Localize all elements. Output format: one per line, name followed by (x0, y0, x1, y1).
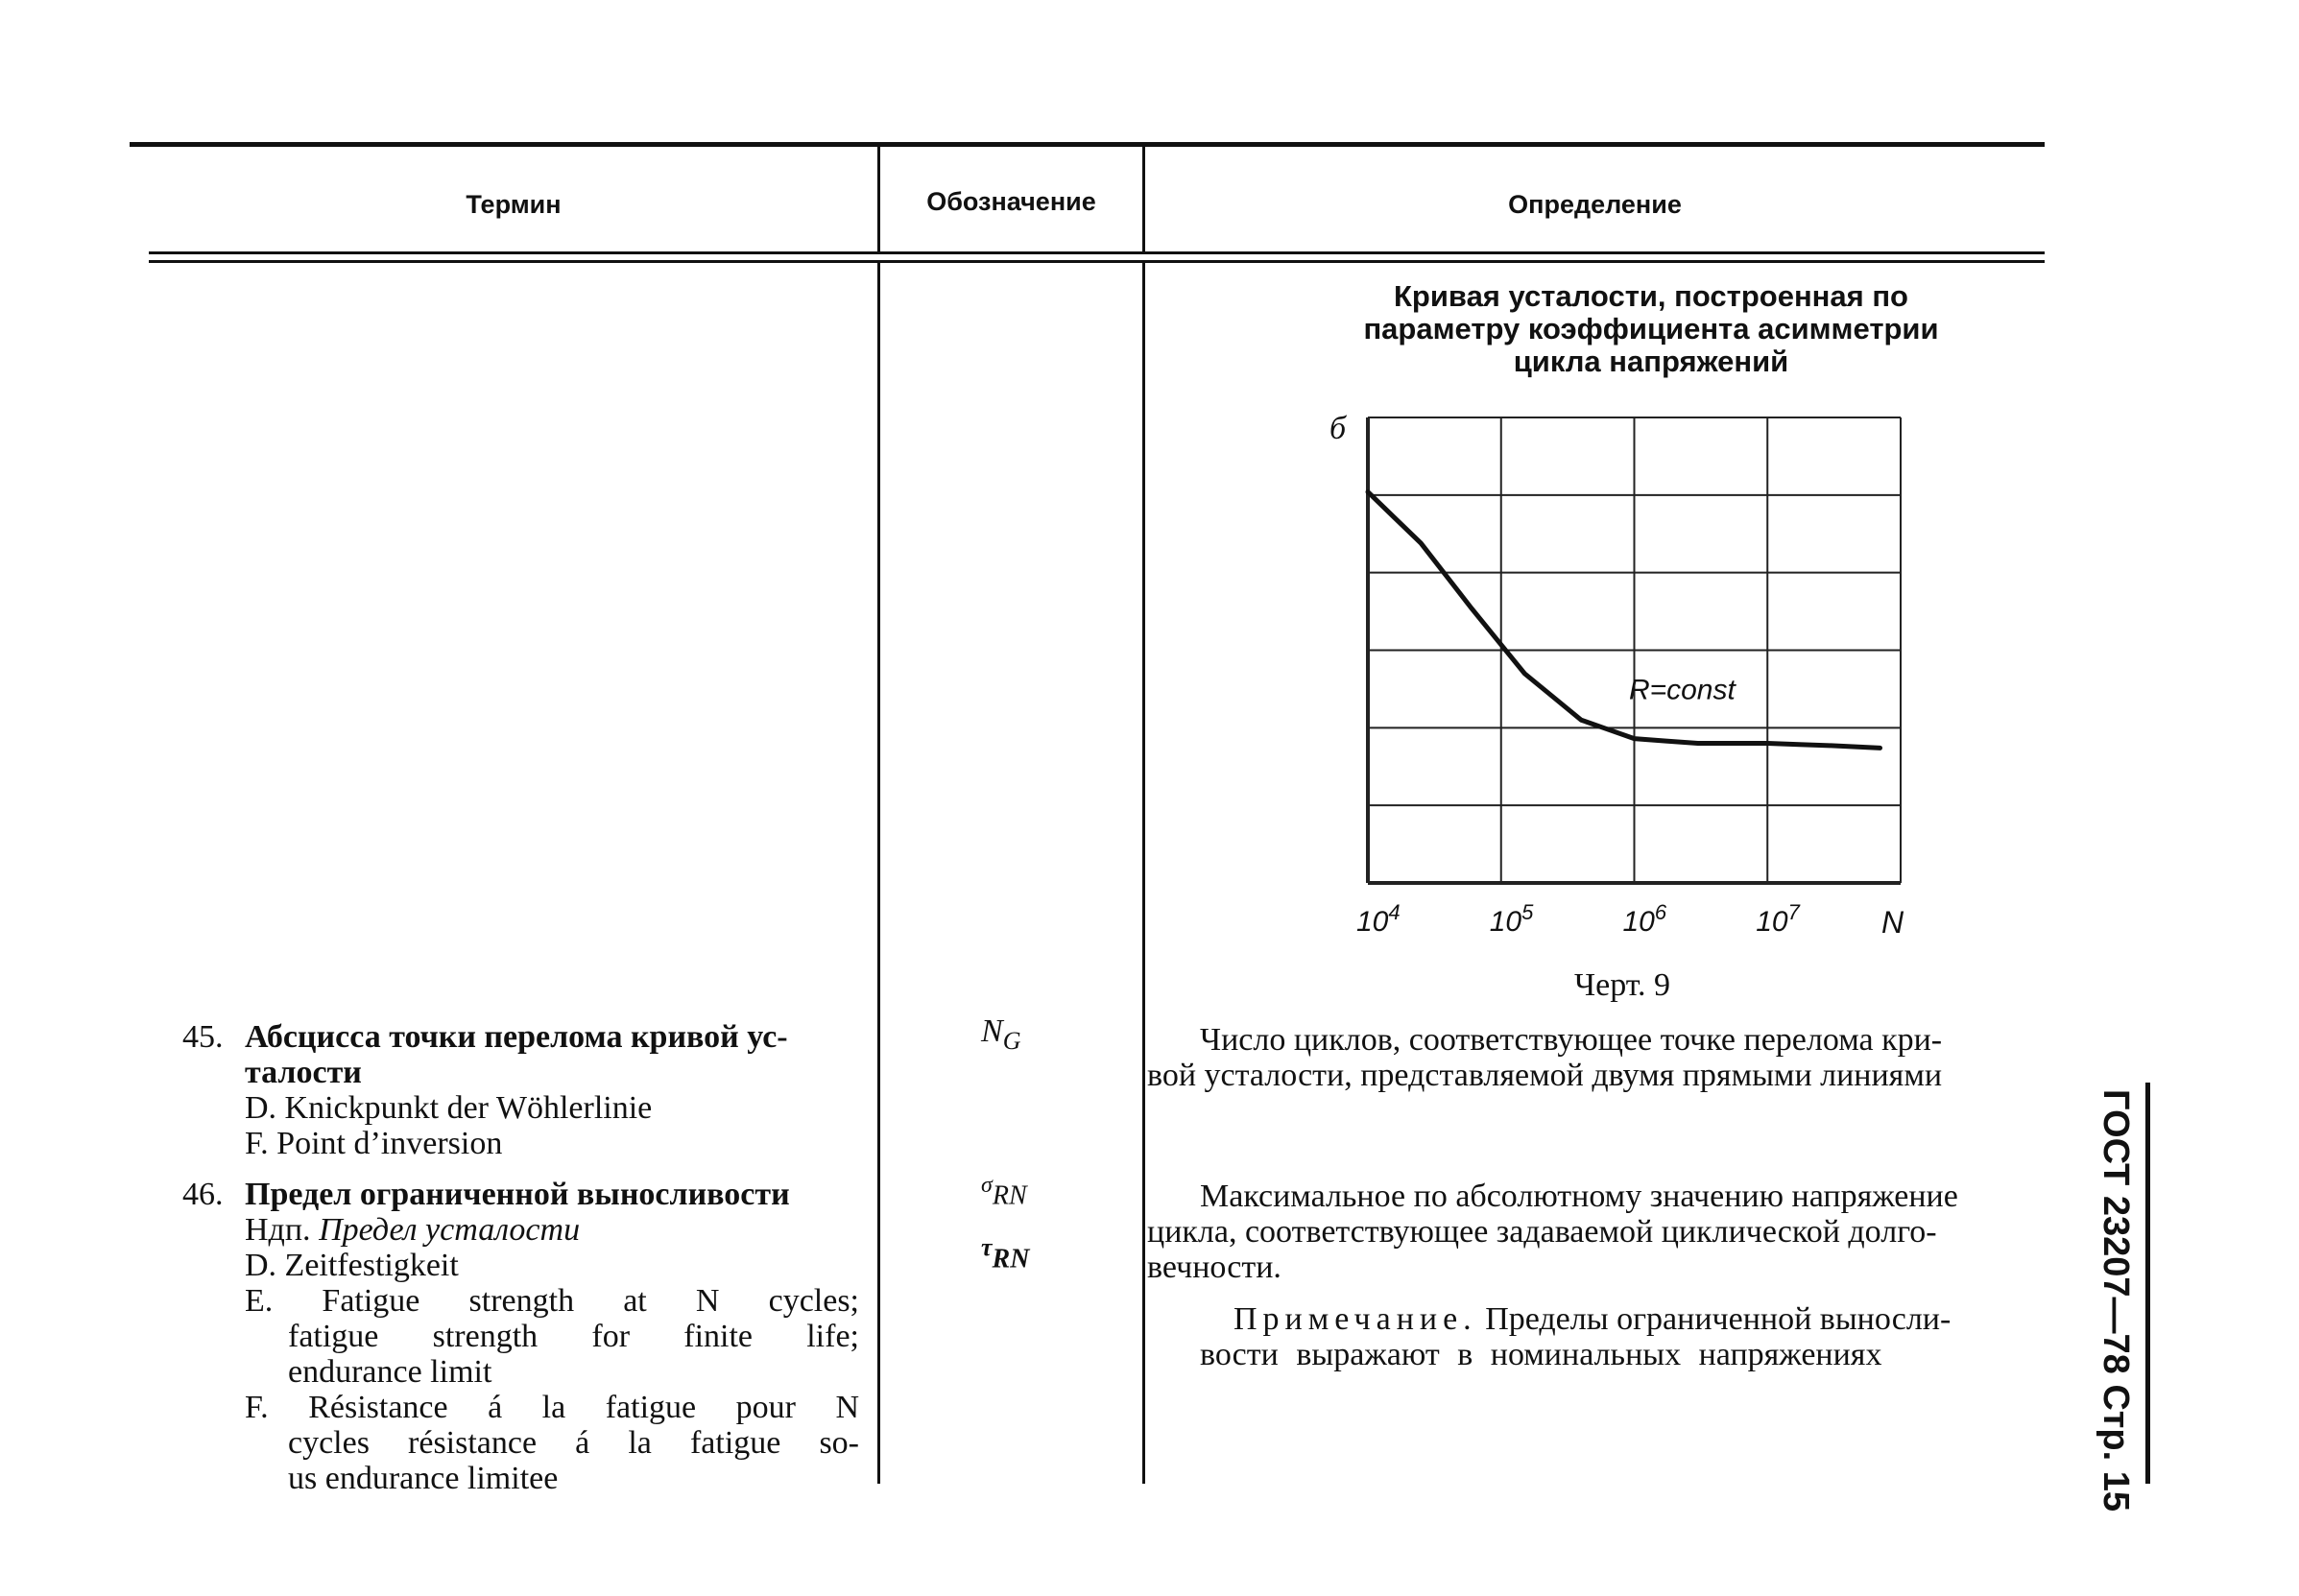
entry-46-definition-line-1: Максимальное по абсолютному значению напряжение (1200, 1179, 1958, 1214)
entry-45-symbol-main: N (981, 1013, 1003, 1049)
entry-46-symbol-tau-sub: RN (992, 1244, 1030, 1274)
entry-46-ndp (245, 1212, 580, 1248)
entry-46-symbol-sigma-sub: RN (992, 1180, 1027, 1211)
entry-45-symbol (981, 1013, 1020, 1056)
column-divider-1 (877, 263, 880, 1484)
entry-45-title-line-1: Абсцисса точки перелома кривой ус- (245, 1019, 788, 1055)
entry-46-symbol-tau (981, 1233, 1029, 1275)
entry-46-definition-line-2: цикла, соответствующее задаваемой циклической долго- (1147, 1214, 1937, 1250)
entry-46-term-en-2: fatigue strength for finite life; (288, 1319, 859, 1354)
top-rule (130, 142, 2045, 147)
entry-45-definition-line-1: Число циклов, соответствующее точке перелома кри- (1200, 1022, 1943, 1058)
entry-45-term-de: D. Knickpunkt der Wöhlerlinie (245, 1090, 653, 1126)
entry-46-note-text-1: Пределы ограниченной выносли- (1485, 1301, 1952, 1337)
entry-46-symbol-tau-main: τ (981, 1233, 993, 1261)
entry-45-number: 45. (182, 1019, 224, 1055)
entry-46-ndp-text: Предел усталости (319, 1212, 581, 1248)
page-side-label: ГОСТ 23207—78 Стр. 15 (2095, 1089, 2136, 1513)
x-tick-label: $10^6$ (1622, 900, 1667, 938)
entry-46-number: 46. (182, 1177, 224, 1212)
entry-45-title-line-2: талости (245, 1055, 362, 1090)
figure-caption: Черт. 9 (1574, 967, 1671, 1003)
side-bar (2145, 1083, 2150, 1484)
header-rule-1 (149, 251, 2045, 254)
x-tick-label: $10^5$ (1489, 900, 1534, 938)
figure-title-line-3: цикла напряжений (1513, 345, 1789, 378)
figure-title-line-2: параметру коэффициента асимметрии (1363, 312, 1939, 345)
entry-45-definition-line-2: вой усталости, представляемой двумя прямыми линиями (1147, 1058, 1943, 1093)
entry-46-definition-line-3: вечности. (1147, 1250, 1281, 1285)
entry-46-symbol-sigma (981, 1173, 1027, 1212)
x-tick-exponent: 7 (1787, 900, 1800, 924)
x-tick-exponent: 4 (1388, 900, 1401, 924)
entry-46-note-label: Примечание. (1233, 1301, 1477, 1337)
entry-46-title: Предел ограниченной выносливости (245, 1177, 790, 1212)
x-axis-label: N (1881, 905, 1904, 940)
figure-title-line-1: Кривая усталости, построенная по (1394, 279, 1908, 313)
y-axis-label: б (1329, 411, 1347, 446)
header-definition: Определение (1508, 190, 1682, 219)
curve-annotation: R=const (1628, 674, 1736, 706)
entry-46-term-en-1: E. Fatigue strength at N cycles; (245, 1283, 859, 1319)
x-tick-label: $10^4$ (1356, 900, 1401, 938)
entry-46-term-fr-1: F. Résistance á la fatigue pour N (245, 1390, 859, 1425)
x-tick-exponent: 6 (1654, 900, 1667, 924)
entry-46-ndp-label: Ндп. (245, 1212, 311, 1248)
entry-46-term-de: D. Zeitfestigkeit (245, 1248, 459, 1283)
column-divider-2 (1142, 263, 1145, 1484)
x-tick-exponent: 5 (1521, 900, 1534, 924)
header-term: Термин (466, 190, 562, 219)
fatigue-curve-chart (1315, 393, 1929, 950)
entry-46-term-fr-2: cycles résistance á la fatigue so- (288, 1425, 859, 1461)
fatigue-curve-line (1368, 492, 1880, 749)
entry-46-symbol-sigma-main: σ (981, 1173, 993, 1198)
entry-46-term-fr-3: us endurance limitee (288, 1461, 559, 1496)
entry-45-term-fr: F. Point d’inversion (245, 1126, 503, 1161)
entry-46-note-line-1 (1233, 1301, 1951, 1337)
entry-45-symbol-sub: G (1002, 1026, 1021, 1055)
header-symbol: Обозначение (926, 187, 1096, 216)
header-rule-2 (149, 260, 2045, 263)
entry-46-note-line-2: вости выражают в номинальных напряжениях (1200, 1337, 1882, 1372)
x-tick-label: $10^7$ (1756, 900, 1800, 938)
entry-46-term-en-3: endurance limit (288, 1354, 492, 1390)
